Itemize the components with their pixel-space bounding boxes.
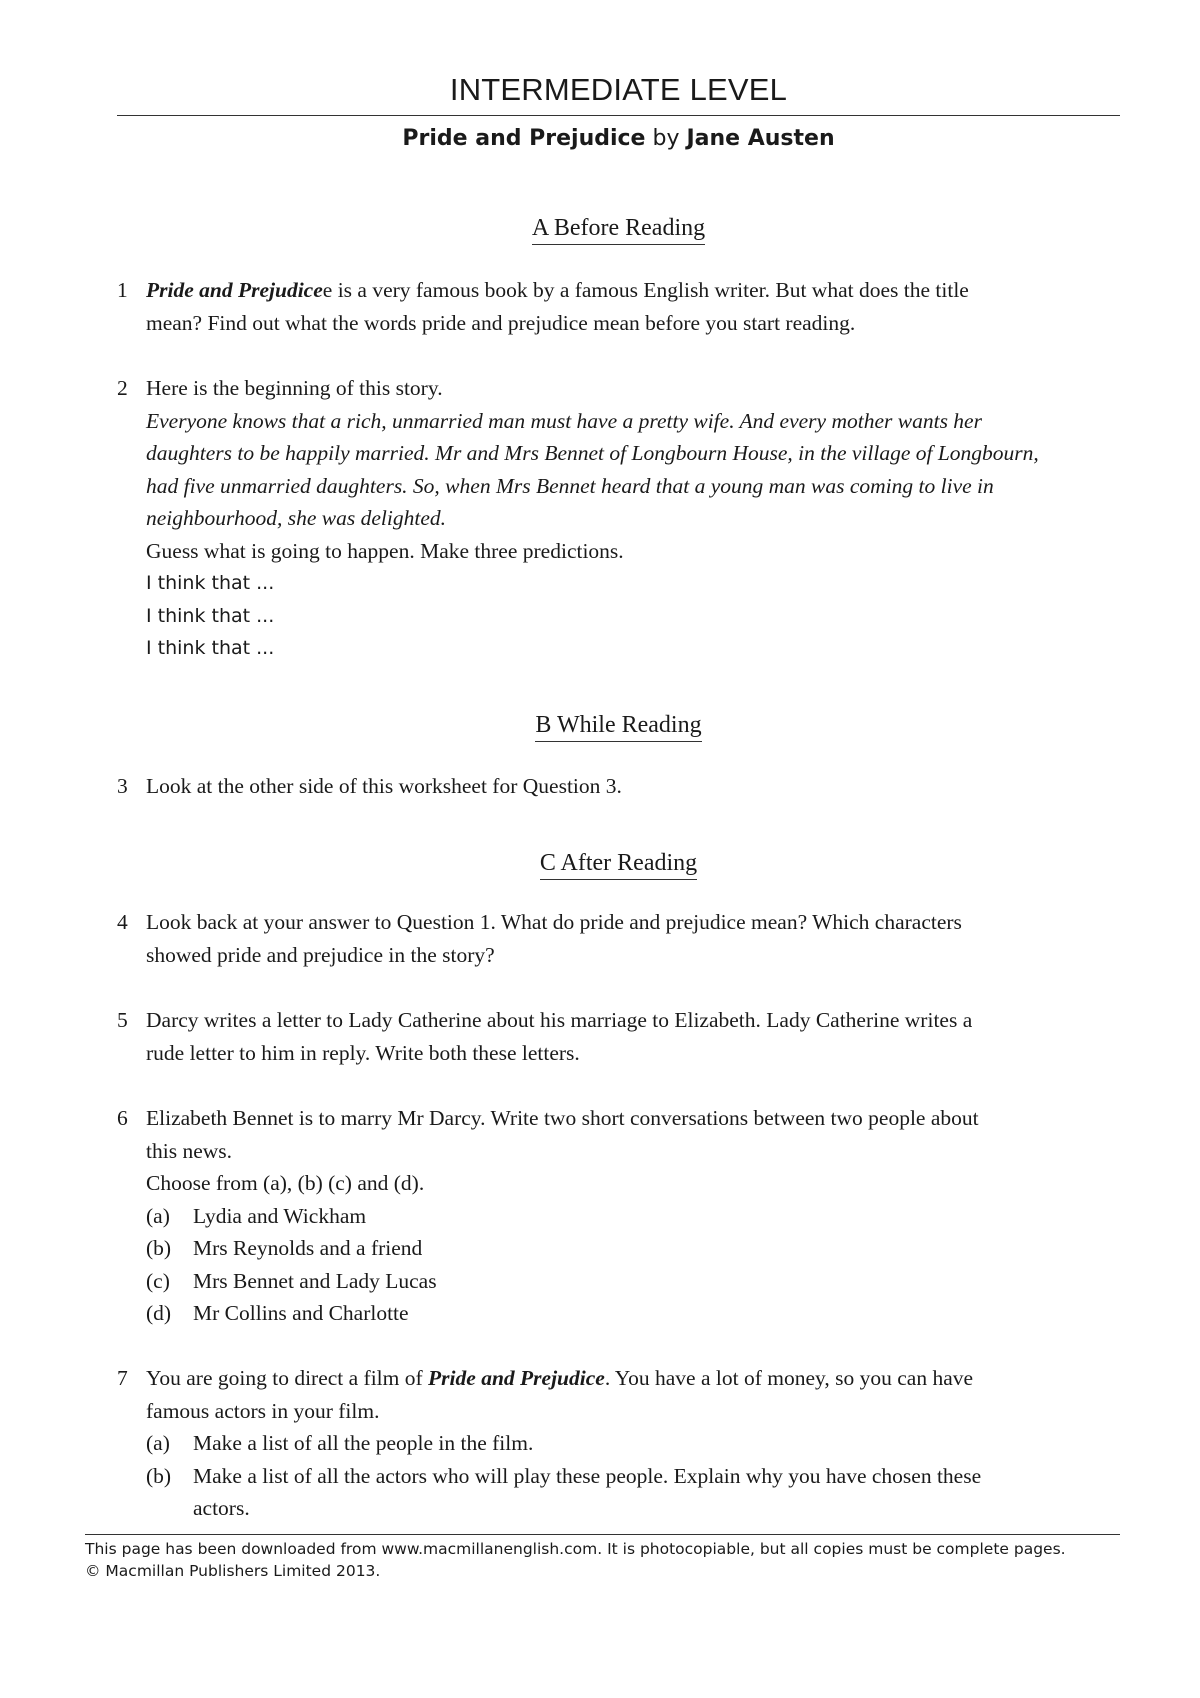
section-b-heading: B While Reading (117, 710, 1120, 742)
question-number: 7 (117, 1366, 128, 1390)
question-6: 6 Elizabeth Bennet is to marry Mr Darcy. Write two short conversations between two people about this news. Choose from (a), (b) (c) and (d). (a) Lydia and Wickham (b) Mrs Reynolds and a friend (c) Mrs Bennet and Lady Lucas (d) Mr Collins and Charlotte (117, 1102, 1120, 1330)
footer-notice: This page has been downloaded from www.macmillanenglish.com. It is photocopiable, but all copies must be complete pages. (85, 1540, 1066, 1558)
footer (85, 1538, 1120, 1582)
story-excerpt-line: daughters to be happily married. Mr and Mrs Bennet of Longbourn House, in the village of Longbourn, (146, 441, 1039, 465)
question-3: 3 Look at the other side of this worksheet for Question 3. (117, 770, 1120, 803)
by-word: by (652, 126, 680, 151)
question-number: 3 (117, 774, 128, 798)
question-5: 5 Darcy writes a letter to Lady Catherine about his marriage to Elizabeth. Lady Catherine writes a rude letter to him in reply. Write both these letters. (117, 1004, 1120, 1069)
footer-divider (85, 1534, 1120, 1535)
story-excerpt-line: neighbourhood, she was delighted. (146, 506, 446, 530)
title-reference: Pride and Prejudice (428, 1366, 605, 1390)
question-number: 1 (117, 278, 128, 302)
question-number: 2 (117, 376, 128, 400)
prediction-prompt: I think that ... (146, 572, 275, 594)
question-number: 6 (117, 1106, 128, 1130)
q2-intro: Here is the beginning of this story. (146, 376, 443, 400)
author-name: Jane Austen (686, 126, 835, 151)
option-a: (a) Make a list of all the people in the film. (146, 1431, 534, 1455)
question-2 (117, 372, 1120, 665)
title-reference: Pride and Prejudice (146, 278, 323, 302)
story-excerpt-line: had five unmarried daughters. So, when Mrs Bennet heard that a young man was coming to live in (146, 473, 994, 498)
prediction-prompt: I think that ... (146, 604, 275, 627)
question-number: 5 (117, 1008, 128, 1032)
question-1: 1 Pride and Prejudicee is a very famous book by a famous English writer. But what does the title mean? Find out what the words pride and prejudice mean before you start reading. (117, 274, 1120, 339)
option-b: (b) Make a list of all the actors who will play these people. Explain why you have chosen these (146, 1463, 982, 1488)
option-a: (a) Lydia and Wickham (146, 1203, 367, 1228)
option-d: (d) Mr Collins and Charlotte (146, 1301, 409, 1325)
option-c: (c) Mrs Bennet and Lady Lucas (146, 1268, 437, 1293)
level-heading: INTERMEDIATE LEVEL (449, 72, 788, 107)
prediction-prompt: I think that ... (146, 637, 275, 659)
book-name: Pride and Prejudice (402, 126, 646, 151)
copyright: © Macmillan Publishers Limited 2013. (85, 1562, 381, 1580)
question-4: 4 Look back at your answer to Question 1. What do pride and prejudice mean? Which characters showed pride and prejudice in the story? (117, 906, 1120, 971)
question-7: 7 You are going to direct a film of Pride and Prejudice. You have a lot of money, so you can have famous actors in your film. (a) Make a list of all the people in the film. (b) Make a list of all the actors who will play these people. Explain why you have chosen these actors. (117, 1362, 1120, 1525)
q2-instruction: Guess what is going to happen. Make three predictions. (146, 538, 624, 563)
question-number: 4 (117, 910, 128, 934)
header-divider (117, 115, 1120, 116)
story-excerpt-line: Everyone knows that a rich, unmarried man must have a pretty wife. And every mother wants her (146, 408, 982, 433)
section-c-heading: C After Reading (117, 848, 1120, 880)
section-a-heading: A Before Reading (117, 213, 1120, 245)
book-title (117, 124, 1120, 154)
option-b: (b) Mrs Reynolds and a friend (146, 1236, 423, 1260)
